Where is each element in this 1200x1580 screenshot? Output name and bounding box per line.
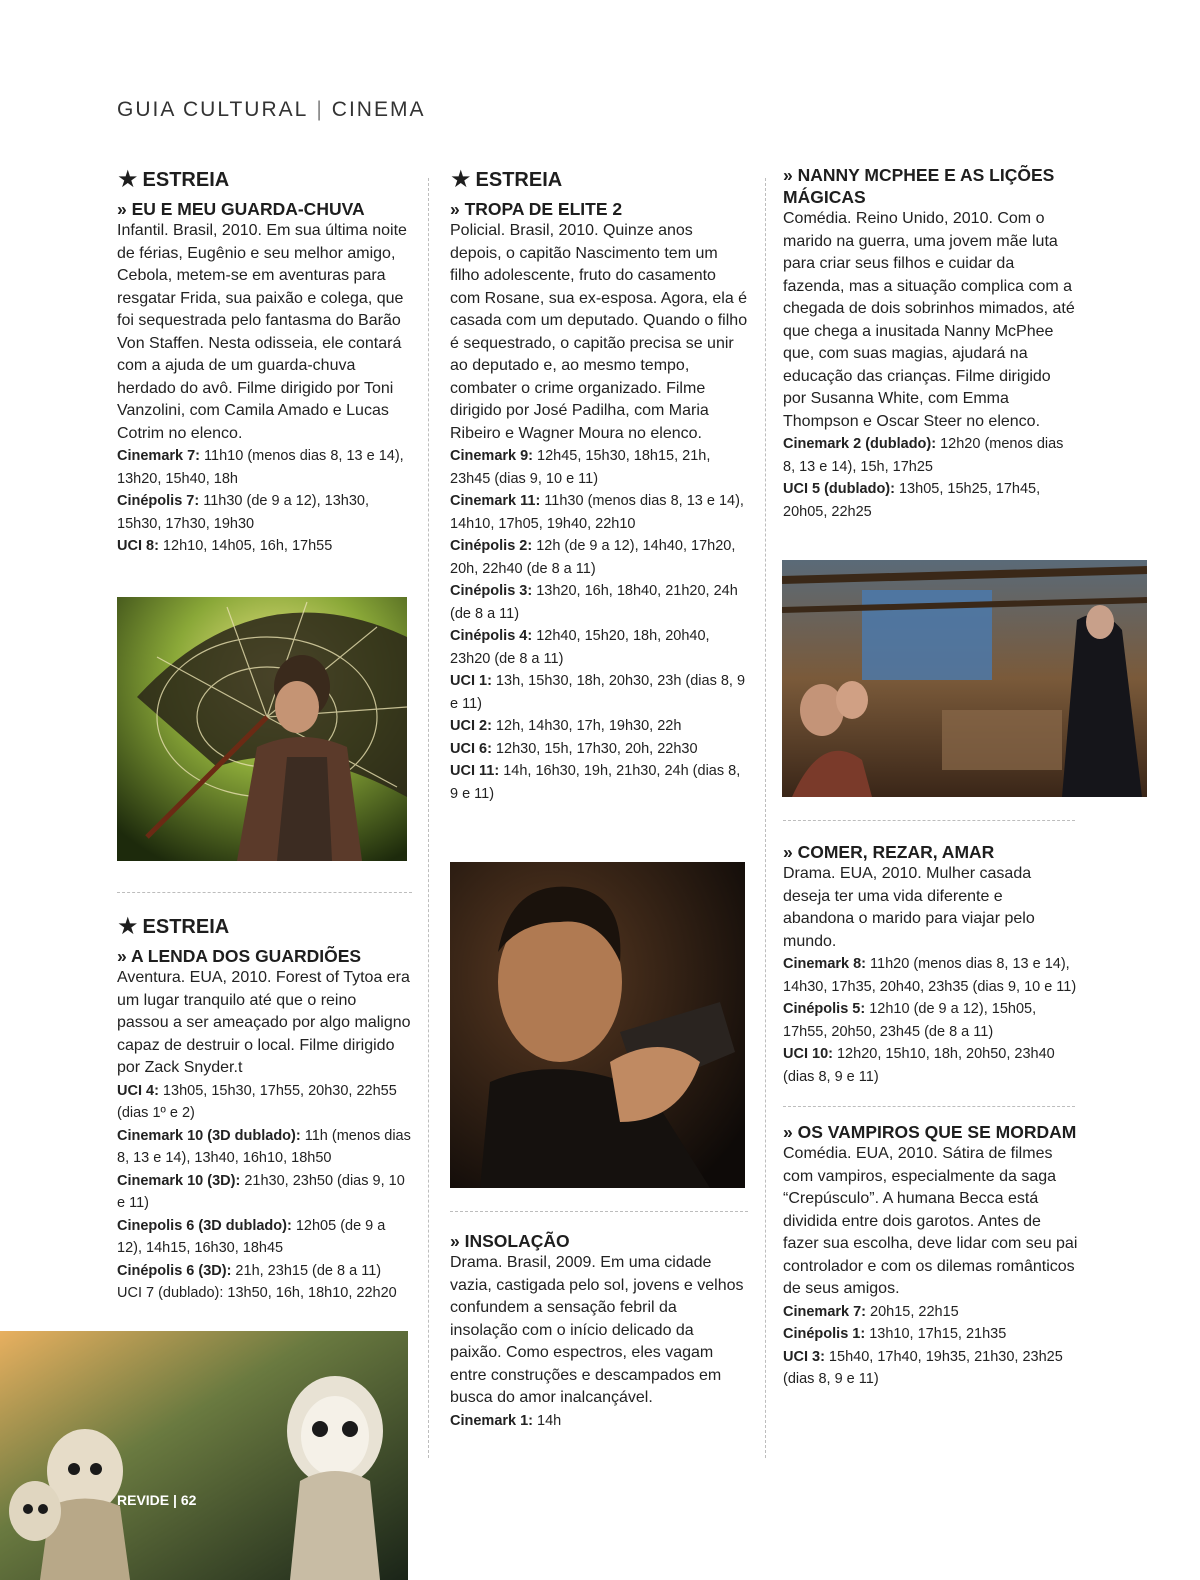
movie-title: » INSOLAÇÃO xyxy=(450,1231,570,1251)
estreia-label: ESTREIA xyxy=(475,168,563,191)
column-3-lower xyxy=(783,820,1078,1391)
showtime-line: Cinemark 2 (dublado): 12h20 (menos dias 8, 13 e 14), 15h, 17h25 xyxy=(783,436,1064,475)
photo-nanny xyxy=(782,560,1147,797)
showtime-line: UCI 5 (dublado): 13h05, 15h25, 17h45, 20h05, 22h25 xyxy=(783,481,1041,520)
estreia-label: ESTREIA xyxy=(142,915,230,938)
showtime-line: Cinépolis 7: 11h30 (de 9 a 12), 13h30, 15h30, 17h30, 19h30 xyxy=(117,493,370,532)
dashed-divider xyxy=(783,820,1075,821)
showtime-line: UCI 3: 15h40, 17h40, 19h35, 21h30, 23h25 (dias 8, 9 e 11) xyxy=(783,1348,1063,1387)
estreia-badge xyxy=(117,915,412,939)
subsection-label: CINEMA xyxy=(331,98,426,121)
movie-nanny xyxy=(783,164,1078,523)
showtime-line: Cinépolis 6 (3D): 21h, 23h15 (de 8 a 11) xyxy=(117,1262,382,1279)
showtime-line: Cinépolis 1: 13h10, 17h15, 21h35 xyxy=(783,1326,1007,1342)
showtime-line: Cinemark 10 (3D dublado): 11h (menos dias 8, 13 e 14), 13h40, 16h10, 18h50 xyxy=(117,1127,411,1166)
movie-comer xyxy=(783,841,1078,1088)
showtime-line: Cinépolis 2: 12h (de 9 a 12), 14h40, 17h20, 20h, 22h40 (de 8 a 11) xyxy=(450,538,736,577)
footer-separator: | xyxy=(173,1492,177,1508)
showtime-line: UCI 6: 12h30, 15h, 17h30, 20h, 22h30 xyxy=(450,740,698,757)
showtime-line: UCI 8: 12h10, 14h05, 16h, 17h55 xyxy=(117,538,333,554)
photo-guardioes xyxy=(0,1331,408,1580)
showtime-line: Cinepolis 6 (3D dublado): 12h05 (de 9 a 12), 14h15, 16h30, 18h45 xyxy=(117,1217,386,1256)
movie-synopsis: Policial. Brasil, 2010. Quinze anos depois, o capitão Nascimento tem um filho adolescente, fruto do casamento com Rosane, sua ex-esposa. Agora, ela é casada com um deputado. Quando o filho é sequestrado, o capitão precisa se unir ao deputado e, ao mesmo tempo, combater o crime organizado. Filme dirigido por José Padilha, com Maria Ribeiro e Wagner Moura no elenco. xyxy=(450,222,748,442)
movie-title: » EU E MEU GUARDA-CHUVA xyxy=(117,199,365,219)
column-1-lower xyxy=(117,892,412,1305)
showtime-line: Cinemark 7: 11h10 (menos dias 8, 13 e 14), 13h20, 15h40, 18h xyxy=(117,448,404,487)
column-divider xyxy=(428,178,429,1458)
showtime-line: Cinépolis 4: 12h40, 15h20, 18h, 20h40, 23h20 (de 8 a 11) xyxy=(450,628,710,667)
showtime-line: UCI 4: 13h05, 15h30, 17h55, 20h30, 22h55 (dias 1º e 2) xyxy=(117,1082,397,1121)
showtime-line: Cinépolis 3: 13h20, 16h, 18h40, 21h20, 24h (de 8 a 11) xyxy=(450,583,738,622)
showtime-line: Cinemark 1: 14h xyxy=(450,1412,562,1429)
showtime-line: UCI 1: 13h, 15h30, 18h, 20h30, 23h (dias 8, 9 e 11) xyxy=(450,673,746,712)
column-2 xyxy=(450,168,748,805)
showtime-line: Cinemark 7: 20h15, 22h15 xyxy=(783,1303,959,1320)
page-number: 62 xyxy=(180,1492,197,1508)
dashed-divider xyxy=(783,1106,1075,1107)
movie-title: » A LENDA DOS GUARDIÕES xyxy=(117,946,362,966)
showtime-line: Cinemark 10 (3D): 21h30, 23h50 (dias 9, 10 e 11) xyxy=(117,1172,405,1211)
estreia-badge xyxy=(450,168,748,192)
star-icon: ★ xyxy=(450,166,472,193)
showtime-line: UCI 7 (dublado): 13h50, 16h, 18h10, 22h20 xyxy=(117,1285,397,1301)
magazine-name: REVIDE xyxy=(117,1492,170,1508)
estreia-badge xyxy=(117,168,412,192)
showtime-line: Cinemark 8: 11h20 (menos dias 8, 13 e 14), 14h30, 17h35, 20h40, 23h35 (dias 9, 10 e 11) xyxy=(783,956,1077,995)
movie-synopsis: Drama. EUA, 2010. Mulher casada deseja ter uma vida diferente e abandona o marido para viajar pelo mundo. xyxy=(783,865,1035,950)
showtime-line: Cinemark 9: 12h45, 15h30, 18h15, 21h, 23h45 (dias 9, 10 e 11) xyxy=(450,448,711,487)
movie-synopsis: Infantil. Brasil, 2010. Em sua última noite de férias, Eugênio e seu melhor amigo, Cebola, metem-se em aventuras para resgatar Frida, sua paixão e colega, que foi sequestrada pelo fantasma do Barão Von Staffen. Nesta odisseia, ele contará com a ajuda de um guarda-chuva herdado do avô. Filme dirigido por Toni Vanzolini, com Camila Amado e Lucas Cotrim no elenco. xyxy=(117,222,407,442)
section-label: GUIA CULTURAL xyxy=(117,98,309,121)
star-icon: ★ xyxy=(117,913,139,940)
column-2-lower xyxy=(450,1211,748,1432)
showtime-line: Cinemark 11: 11h30 (menos dias 8, 13 e 14), 14h10, 17h05, 19h40, 22h10 xyxy=(450,493,744,532)
showtime-line: UCI 2: 12h, 14h30, 17h, 19h30, 22h xyxy=(450,718,682,734)
movie-guarda-chuva xyxy=(117,168,412,558)
movie-title: » TROPA DE ELITE 2 xyxy=(450,199,623,219)
showtime-line: UCI 11: 14h, 16h30, 19h, 21h30, 24h (dias 8, 9 e 11) xyxy=(450,763,741,802)
estreia-label: ESTREIA xyxy=(142,168,230,191)
column-1 xyxy=(117,168,412,558)
header-separator: | xyxy=(316,98,324,121)
column-divider xyxy=(765,178,766,1458)
movie-synopsis: Comédia. Reino Unido, 2010. Com o marido na guerra, uma jovem mãe luta para criar seus filhos e cuidar da fazenda, mas a situação complica com a chegada de dois sobrinhos mimados, até que chega a inusitada Nanny McPhee que, com suas magias, ajudará na educação das crianças. Filme dirigido por Susanna White, com Emma Thompson e Oscar Steer no elenco. xyxy=(783,210,1075,430)
dashed-divider xyxy=(450,1211,748,1212)
movie-guardioes xyxy=(117,915,412,1305)
movie-vampiros xyxy=(783,1121,1078,1391)
showtime-line: Cinépolis 5: 12h10 (de 9 a 12), 15h05, 17h55, 20h50, 23h45 (de 8 a 11) xyxy=(783,1001,1037,1040)
movie-synopsis: Aventura. EUA, 2010. Forest of Tytoa era um lugar tranquilo até que o reino passou a ser ameaçado por algo maligno capaz de destruir o local. Filme dirigido por Zack Snyder.t xyxy=(117,969,411,1076)
dashed-divider xyxy=(117,892,412,893)
movie-title: » NANNY MCPHEE E AS LIÇÕES MÁGICAS xyxy=(783,165,1055,207)
star-icon: ★ xyxy=(117,166,139,193)
movie-title: » COMER, REZAR, AMAR xyxy=(783,842,995,862)
column-3 xyxy=(783,164,1151,523)
page-header xyxy=(117,98,425,122)
movie-synopsis: Comédia. EUA, 2010. Sátira de filmes com vampiros, especialmente da saga “Crepúsculo”. A humana Becca está dividida entre dois garotos. Antes de fazer sua escolha, deve lidar com seu pai controlador e com os dilemas românticos de seus amigos. xyxy=(783,1145,1078,1297)
movie-tropa xyxy=(450,168,748,805)
photo-guarda-chuva xyxy=(117,597,407,861)
photo-tropa xyxy=(450,862,745,1188)
movie-title: » OS VAMPIROS QUE SE MORDAM xyxy=(783,1122,1077,1142)
movie-synopsis: Drama. Brasil, 2009. Em uma cidade vazia, castigada pelo sol, jovens e velhos confundem a sensação febril da insolação com o início delicado da paixão. Como espectros, eles vagam entre construções e descampados em busca do amor inalcançável. xyxy=(450,1254,744,1406)
page-footer xyxy=(117,1492,196,1508)
showtime-line: UCI 10: 12h20, 15h10, 18h, 20h50, 23h40 (dias 8, 9 e 11) xyxy=(783,1046,1055,1085)
movie-insolacao xyxy=(450,1230,748,1432)
